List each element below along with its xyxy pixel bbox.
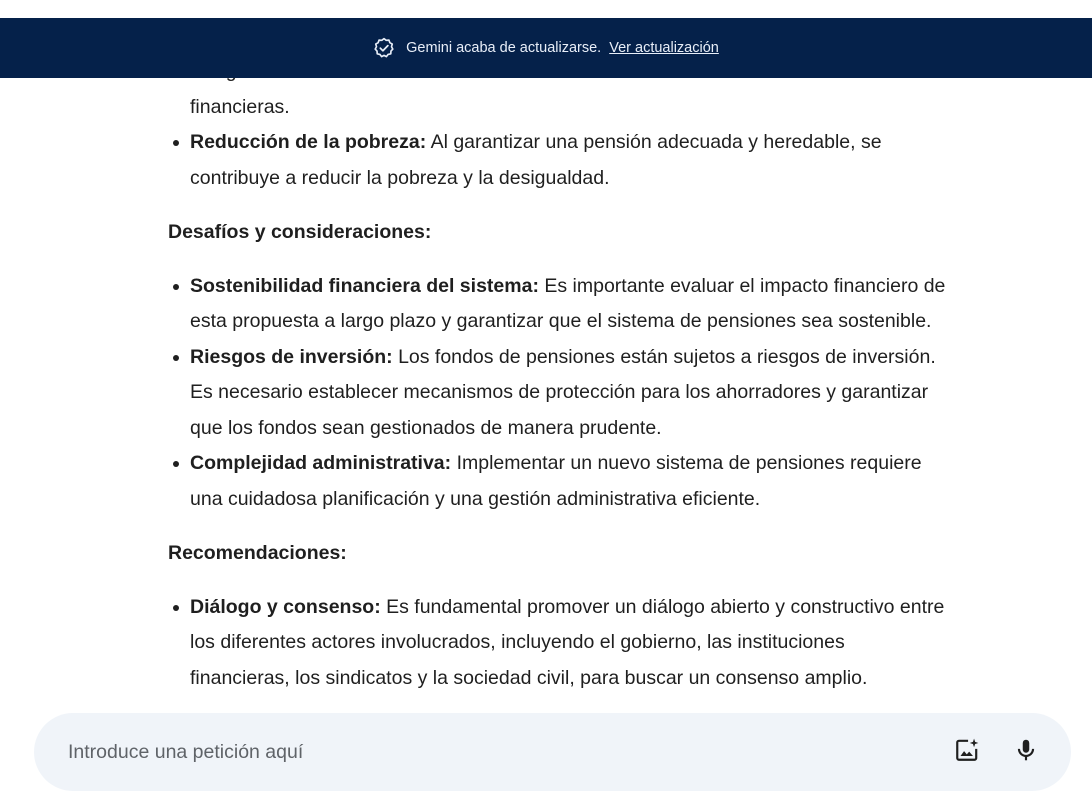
- list-item-text: Al garantizar una pensión adecuada y heredable, se contribuye a reducir la pobreza y la desigualdad.: [190, 131, 882, 189]
- banner-message: Gemini acaba de actualizarse.: [406, 40, 602, 56]
- list-item-text: Es importante evaluar el impacto financiero de esta propuesta a largo plazo y garantizar que el sistema de pensiones sea sostenible.: [190, 274, 946, 332]
- verified-check-icon: [373, 37, 395, 59]
- list-item-text: Los fondos de pensiones están sujetos a riesgos de inversión. Es necesario establecer mecanismos de protección para los ahorradores y garantizar que los fondos sean gestionados de manera prudente.: [190, 345, 936, 439]
- microphone-icon: [1013, 737, 1039, 768]
- section-heading-recommendations: Recomendaciones:: [168, 542, 347, 564]
- add-image-icon: [954, 737, 980, 768]
- list-item-title: Sostenibilidad financiera del sistema:: [190, 274, 539, 297]
- prompt-bar: [34, 713, 1071, 791]
- response-content: [168, 54, 948, 696]
- list-item: [190, 340, 948, 447]
- list-item: [190, 590, 948, 697]
- list-item-title: Reducción de la pobreza:: [190, 131, 427, 153]
- list-item: [190, 269, 948, 340]
- list-item-continuation: financieras.: [190, 95, 290, 118]
- add-image-button[interactable]: [947, 732, 987, 772]
- list-item-title: Diálogo y consenso:: [190, 595, 381, 618]
- top-strip: [0, 0, 1092, 18]
- section-heading-challenges: Desafíos y consideraciones:: [168, 221, 432, 243]
- challenges-list: [168, 269, 948, 518]
- microphone-button[interactable]: [1006, 732, 1046, 772]
- recommendations-list: [168, 590, 948, 697]
- update-banner: [0, 18, 1092, 78]
- prompt-input[interactable]: [66, 731, 920, 773]
- list-item-title: Complejidad administrativa:: [190, 452, 452, 474]
- view-update-link[interactable]: Ver actualización: [609, 40, 719, 56]
- list-item-text: Es fundamental promover un diálogo abierto y constructivo entre los diferentes actores involucrados, incluyendo el gobierno, las instituciones financieras, los sindicatos y la sociedad civil, para buscar un consenso amplio.: [190, 595, 945, 689]
- list-item-title: Riesgos de inversión:: [190, 345, 393, 368]
- list-item: [190, 125, 948, 196]
- list-item: [190, 446, 948, 517]
- list-item-text: Implementar un nuevo sistema de pensiones requiere una cuidadosa planificación y una gestión administrativa eficiente.: [190, 452, 922, 510]
